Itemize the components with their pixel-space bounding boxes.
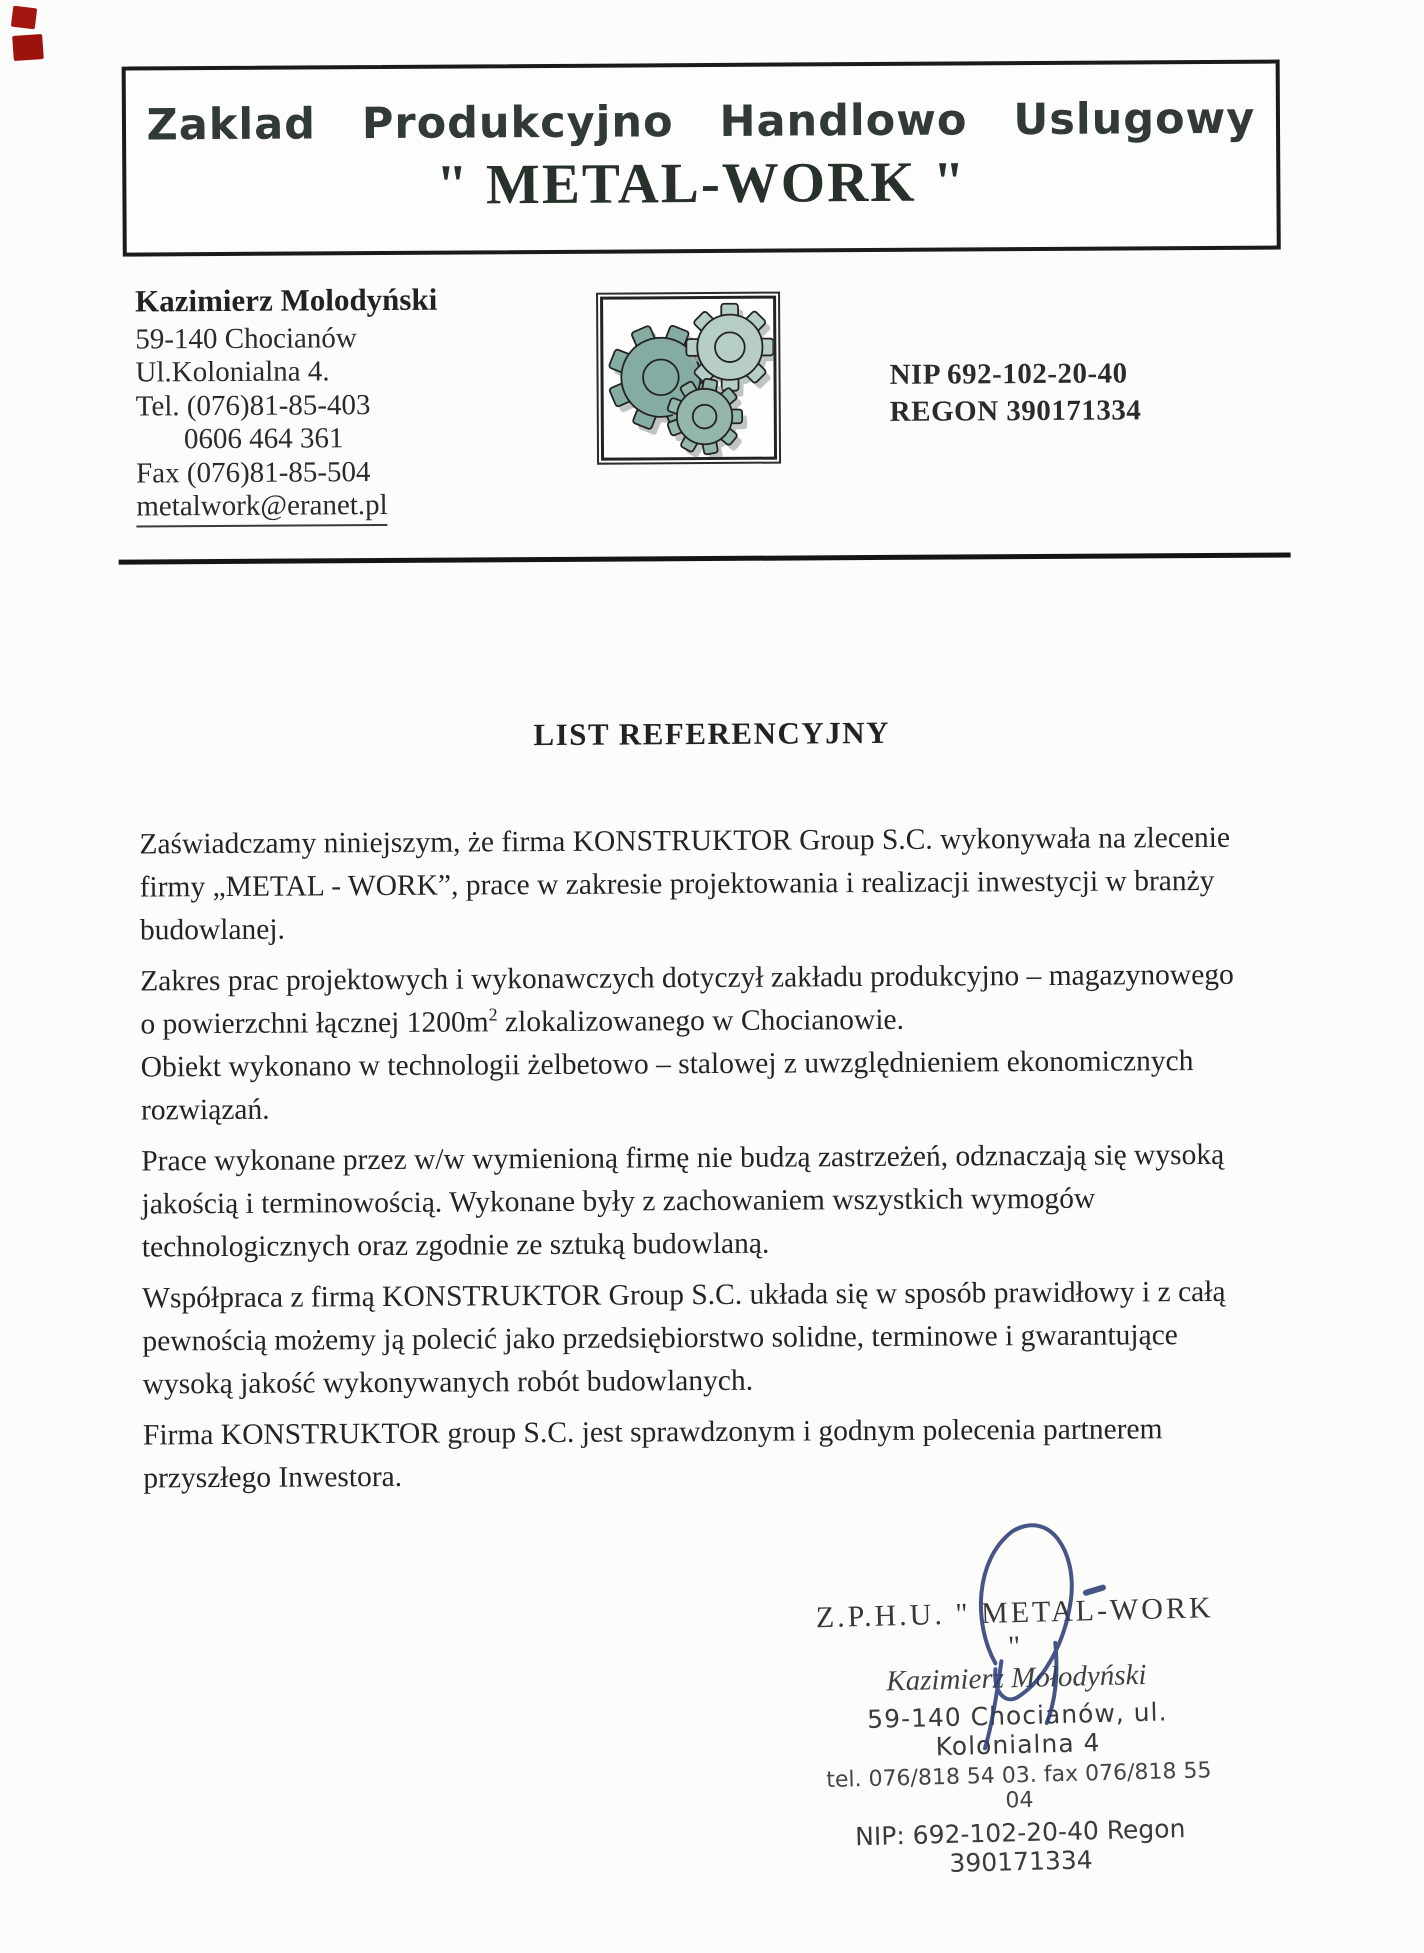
- gears-logo: [600, 296, 777, 461]
- paragraph-2: [140, 953, 1326, 1132]
- letter-title: LIST REFERENCYJNY: [533, 714, 891, 753]
- line: jakością i terminowością. Wykonane były z zachowaniem wszystkich wymogów: [141, 1182, 1096, 1221]
- company-logo-box: [596, 292, 781, 465]
- regon-value: REGON 390171334: [889, 394, 1142, 428]
- line: rozwiązań.: [140, 1093, 270, 1127]
- signature-ink: [904, 1510, 1166, 1772]
- registry-block: [889, 355, 1141, 431]
- line: budowlanej.: [139, 913, 286, 947]
- line: technologicznych oraz zgodnie ze sztuką budowlaną.: [141, 1227, 770, 1264]
- fax-line: Fax (076)81-85-504: [136, 455, 371, 490]
- letter-body: [139, 816, 1328, 1508]
- nip-value: NIP 692-102-20-40: [889, 357, 1128, 391]
- paragraph-1: [139, 816, 1325, 952]
- line-text: zlokalizowanego w Chocianowie.: [504, 1003, 905, 1039]
- line: Zaświadczamy niniejszym, że firma KONSTRUKTOR Group S.C. wykonywała na zlecenie: [139, 821, 1231, 861]
- line: Zakres prac projektowych i wykonawczych dotyczył zakładu produkcyjno – magazynowego: [140, 958, 1234, 998]
- contact-block: [135, 283, 439, 527]
- line: pewnością możemy ją polecić jako przedsiębiorstwo solidne, terminowe i gwarantujące: [142, 1319, 1178, 1358]
- stamp-registry-line: NIP: 692-102-20-40 Regon 390171334: [854, 1813, 1186, 1878]
- company-header-box: [122, 60, 1281, 257]
- line: przyszłego Inwestora.: [143, 1460, 403, 1495]
- stamp-owner-line: Kazimierz Mołodyński: [885, 1658, 1147, 1698]
- gears-icon: [603, 299, 774, 458]
- line: wysoką jakość wykonywanych robót budowlanych.: [142, 1364, 754, 1401]
- line: Firma KONSTRUKTOR group S.C. jest sprawdzonym i godnym polecenia partnerem: [142, 1413, 1163, 1452]
- line: Obiekt wykonano w technologii żelbetowo – stalowej z uwzględnieniem ekonomicznych: [140, 1045, 1194, 1084]
- divider-rule: [119, 552, 1291, 564]
- owner-name: Kazimierz Molodyński: [134, 281, 438, 319]
- line-text: o powierzchni łącznej 1200m: [140, 1006, 489, 1041]
- paragraph-5: [143, 1407, 1329, 1500]
- address-line-1: 59-140 Chocianów: [135, 321, 357, 356]
- stamp-company-line: Z.P.H.U. " METAL-WORK ": [815, 1591, 1214, 1664]
- phone-line: Tel. (076)81-85-403: [135, 388, 371, 423]
- line: Współpraca z firmą KONSTRUKTOR Group S.C. układa się w sposób prawidłowy i z całą: [142, 1275, 1226, 1315]
- line: [140, 996, 1325, 1046]
- paragraph-4: [142, 1270, 1328, 1406]
- line: firmy „METAL - WORK”, prace w zakresie projektowania i realizacji inwestycji w branży: [139, 864, 1215, 904]
- stamp-address-line: 59-140 Chocianów, ul. Kolonialna 4: [866, 1697, 1168, 1762]
- stamp-phone-line: tel. 076/818 54 03. fax 076/818 55 04: [825, 1758, 1212, 1814]
- company-brand-name: " METAL-WORK ": [435, 150, 967, 217]
- address-line-2: Ul.Kolonialna 4.: [135, 355, 330, 389]
- email-address: metalwork@eranet.pl: [136, 489, 388, 527]
- paragraph-3: [141, 1133, 1327, 1269]
- line: Prace wykonane przez w/w wymienioną firmę nie budzą zastrzeżeń, odznaczają się wysoką: [141, 1138, 1225, 1178]
- superscript: 2: [488, 1004, 498, 1025]
- mobile-line: 0606 464 361: [183, 422, 344, 456]
- company-type-line: Zaklad Produkcyjno Handlowo Uslugowy: [146, 93, 1256, 151]
